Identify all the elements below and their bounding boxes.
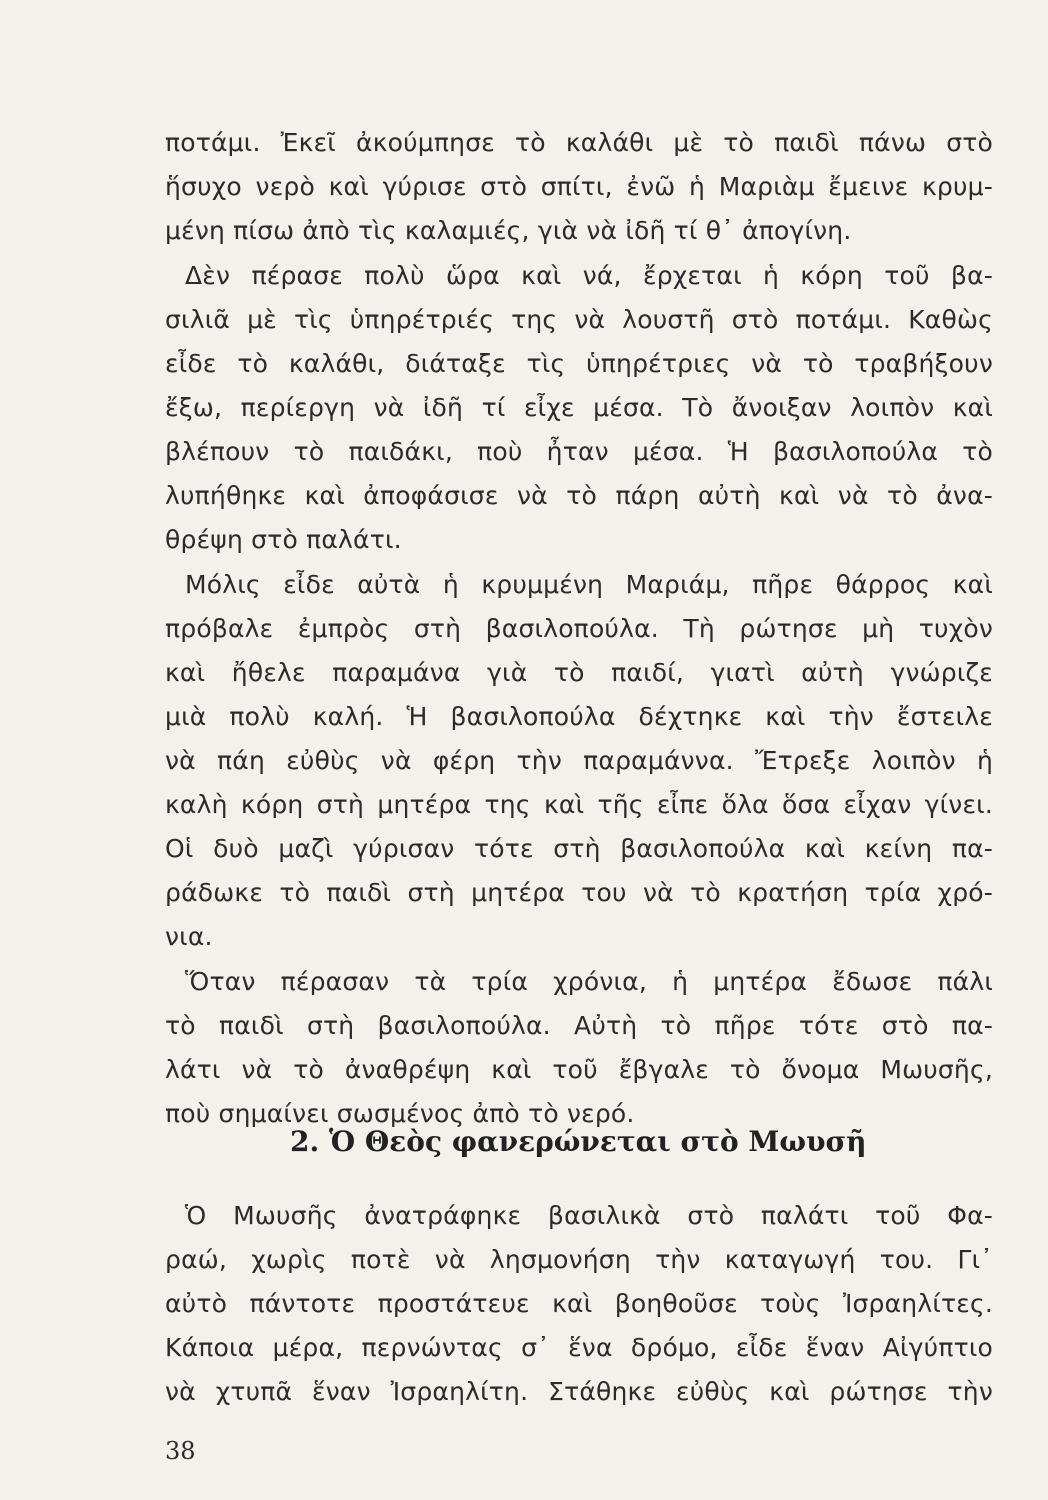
text-line: αὐτὸ πάντοτε προστάτευε καὶ βοηθοῦσε τοὺς Ἰσραηλίτες. bbox=[165, 1289, 993, 1318]
text-line: νὰ χτυπᾶ ἕναν Ἰσραηλίτη. Στάθηκε εὐθὺς καὶ ρώτησε τὴν bbox=[165, 1377, 993, 1406]
text-line: θρέψη στὸ παλάτι. bbox=[165, 525, 402, 554]
text-line: πρόβαλε ἐμπρὸς στὴ βασιλοπούλα. Τὴ ρώτησε μὴ τυχὸν bbox=[165, 614, 993, 643]
text-line: καλὴ κόρη στὴ μητέρα της καὶ τῆς εἶπε ὅλα ὅσα εἶχαν γίνει. bbox=[165, 790, 993, 819]
text-line: ράδωκε τὸ παιδὶ στὴ μητέρα του νὰ τὸ κρατήση τρία χρό- bbox=[165, 878, 993, 907]
text-line: ποὺ σημαίνει σωσμένος ἀπὸ τὸ νερό. bbox=[165, 1099, 635, 1128]
page-number: 38 bbox=[165, 1437, 196, 1465]
text-line: νια. bbox=[165, 922, 213, 951]
section-heading: 2. Ὁ Θεὸς φανερώνεται στὸ Μωυσῆ bbox=[290, 1125, 867, 1158]
text-line: μιὰ πολὺ καλή. Ἡ βασιλοπούλα δέχτηκε καὶ τὴν ἔστειλε bbox=[165, 702, 993, 731]
text-line: καὶ ἤθελε παραμάνα γιὰ τὸ παιδί, γιατὶ αὐτὴ γνώριζε bbox=[165, 658, 993, 687]
text-line: ἥσυχο νερὸ καὶ γύρισε στὸ σπίτι, ἐνῶ ἡ Μαριὰμ ἔμεινε κρυμ- bbox=[165, 172, 993, 201]
text-line: Κάποια μέρα, περνώντας σ᾽ ἕνα δρόμο, εἶδε ἕναν Αἰγύπτιο bbox=[165, 1333, 993, 1362]
text-line: Ὅταν πέρασαν τὰ τρία χρόνια, ἡ μητέρα ἔδωσε πάλι bbox=[185, 967, 993, 996]
text-line: ραώ, χωρὶς ποτὲ νὰ λησμονήση τὴν καταγωγή του. Γι᾽ bbox=[165, 1245, 993, 1274]
text-line: Ὁ Μωυσῆς ἀνατράφηκε βασιλικὰ στὸ παλάτι τοῦ Φα- bbox=[185, 1201, 993, 1230]
text-line: Μόλις εἶδε αὐτὰ ἡ κρυμμένη Μαριάμ, πῆρε θάρρος καὶ bbox=[185, 570, 993, 599]
text-line: Δὲν πέρασε πολὺ ὥρα καὶ νά, ἔρχεται ἡ κόρη τοῦ βα- bbox=[185, 261, 993, 290]
text-line: εἶδε τὸ καλάθι, διάταξε τὶς ὑπηρέτριες νὰ τὸ τραβήξουν bbox=[165, 349, 993, 378]
text-line: λάτι νὰ τὸ ἀναθρέψη καὶ τοῦ ἔβγαλε τὸ ὄνομα Μωυσῆς, bbox=[165, 1055, 993, 1084]
text-line: τὸ παιδὶ στὴ βασιλοπούλα. Αὐτὴ τὸ πῆρε τότε στὸ πα- bbox=[165, 1011, 993, 1040]
text-line: νὰ πάη εὐθὺς νὰ φέρη τὴν παραμάννα. Ἔτρεξε λοιπὸν ἡ bbox=[165, 746, 993, 775]
text-line: ποτάμι. Ἐκεῖ ἀκούμπησε τὸ καλάθι μὲ τὸ παιδὶ πάνω στὸ bbox=[165, 128, 993, 157]
text-line: λυπήθηκε καὶ ἀποφάσισε νὰ τὸ πάρη αὐτὴ καὶ νὰ τὸ ἀνα- bbox=[165, 481, 993, 510]
text-line: σιλιᾶ μὲ τὶς ὑπηρέτριές της νὰ λουστῆ στὸ ποτάμι. Καθὼς bbox=[165, 305, 993, 334]
text-line: Οἱ δυὸ μαζὶ γύρισαν τότε στὴ βασιλοπούλα καὶ κείνη πα- bbox=[165, 834, 993, 863]
text-line: μένη πίσω ἀπὸ τὶς καλαμιές, γιὰ νὰ ἰδῆ τί θ᾽ ἀπογίνη. bbox=[165, 216, 852, 245]
text-line: βλέπουν τὸ παιδάκι, ποὺ ἦταν μέσα. Ἡ βασιλοπούλα τὸ bbox=[165, 437, 993, 466]
text-line: ἔξω, περίεργη νὰ ἰδῆ τί εἶχε μέσα. Τὸ ἄνοιξαν λοιπὸν καὶ bbox=[165, 393, 993, 422]
